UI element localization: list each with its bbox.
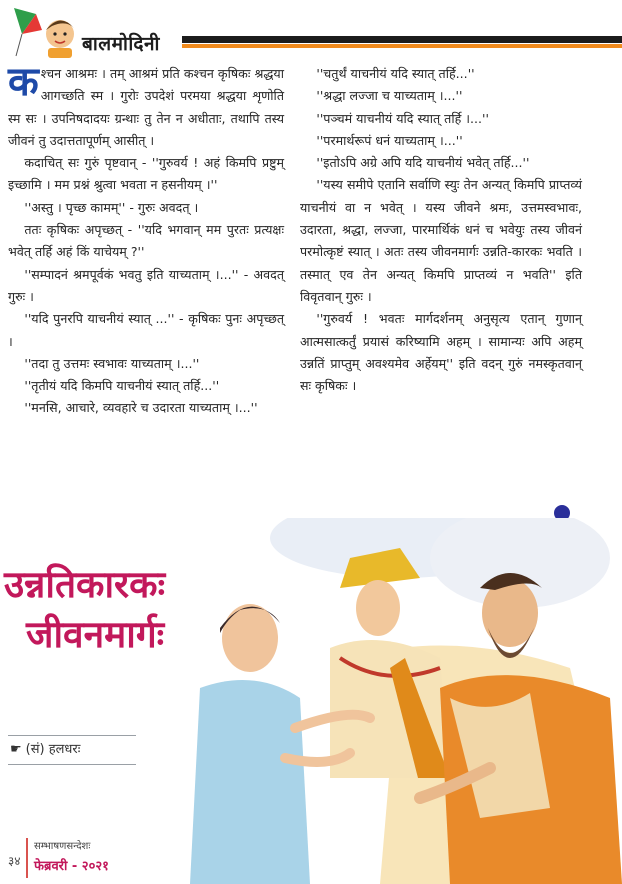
paragraph: कश्चन आश्रमः । तम् आश्रमं प्रति कश्चन कृषिकः श्रद्धया आगच्छति स्म । गुरोः उपदेशं परमया श्रद्धया शृणोति स्म सः । उपनिषदादयः ग्रन्थाः तु तेन न अधीताः, तथापि तस्य जीवनं तु उदात्ततापूर्णम् आसीत् । bbox=[8, 59, 284, 148]
paragraph: ''अस्तु । पृच्छ कामम्'' - गुरुः अवदत् । bbox=[24, 199, 199, 215]
paragraph: ''इतोऽपि अग्रे अपि यदि याचनीयं भवेत् तर्हि...'' bbox=[316, 155, 530, 171]
pointing-hand-icon: ☛ bbox=[10, 742, 22, 757]
header-rule-black bbox=[182, 36, 622, 43]
author-rule-top bbox=[8, 735, 136, 736]
paragraph: ''तदा तु उत्तमः स्वभावः याच्यताम् ।...'' bbox=[24, 355, 200, 371]
kids-logo-icon bbox=[8, 4, 80, 60]
title-line-2: जीवनमार्गः bbox=[26, 613, 165, 656]
magazine-name: सम्भाषणसन्देशः bbox=[34, 841, 91, 852]
author-name: (सं) हलधरः bbox=[25, 742, 81, 757]
paragraph: कदाचित् सः गुरुं पृष्टवान् - ''गुरुवर्य ! अहं किमपि प्रष्टुम् इच्छामि । मम प्रश्नं श्रुत्वा भवता न हसनीयम् ।'' bbox=[8, 155, 284, 193]
paragraph: ततः कृषिकः अपृच्छत् - ''यदि भगवान् मम पुरतः प्रत्यक्षः भवेत् तर्हि अहं किं याचेयम् ?'' bbox=[8, 222, 284, 260]
paragraph: ''यस्य समीपे एतानि सर्वाणि स्युः तेन अन्यत् किमपि प्राप्तव्यं याचनीयं वा न भवेत् । यस्य जीवने श्रमः, उत्तमस्वभावः, उदारता, श्रद्धा, लज्जा, पारमार्थिकं धनं च भवेयुः तस्य जीवनं परमोत्कृष्टं स्यात् । अतः तस्य जीवनमार्गः उन्नति-कारकः भवति । तस्मात् एव तेन अन्यत् किमपि प्राप्तव्यं न भवति'' इति विवृतवान् गुरुः । bbox=[300, 177, 582, 304]
author-rule-bottom bbox=[8, 764, 136, 765]
author-byline bbox=[10, 739, 80, 757]
right-text-column bbox=[300, 63, 582, 397]
header-rule-orange bbox=[182, 44, 622, 48]
page-header bbox=[0, 0, 622, 62]
paragraph: ''परमार्थरूपं धनं याच्यताम् ।...'' bbox=[316, 132, 463, 148]
paragraph: ''सम्पादनं श्रमपूर्वकं भवतु इति याच्यताम् ।...'' - अवदत् गुरुः । bbox=[8, 266, 284, 304]
paragraph: ''तृतीयं यदि किमपि याचनीयं स्यात् तर्हि...'' bbox=[24, 378, 220, 394]
paragraph: ''पञ्चमं याचनीयं यदि स्यात् तर्हि ।...'' bbox=[316, 110, 489, 126]
issue-date: फेब्रवरी - २०२१ bbox=[34, 859, 109, 874]
paragraph: ''चतुर्थं याचनीयं यदि स्यात् तर्हि...'' bbox=[316, 66, 475, 81]
left-text-column bbox=[8, 59, 284, 420]
title-line-1: उन्नतिकारकः bbox=[4, 563, 166, 606]
paragraph: ''यदि पुनरपि याचनीयं स्यात् ...'' - कृषिकः पुनः अपृच्छत् । bbox=[8, 311, 284, 349]
article-title bbox=[4, 560, 304, 660]
page-number: ३४ bbox=[8, 854, 21, 868]
paragraph: ''गुरुवर्य ! भवतः मार्गदर्शनम् अनुसृत्य एतान् गुणान् आत्मसात्कर्तुं प्रयासं करिष्यामि अहम् । सामान्यः अपि अहम् उन्नतिं प्राप्तुम् अवश्यमेव अर्हेयम्'' इति वदन् गुरुं नमस्कृतवान् सः कृषिकः । bbox=[300, 311, 582, 394]
paragraph: ''मनसि, आचारे, व्यवहारे च उदारता याच्यताम् ।...'' bbox=[24, 400, 258, 416]
paragraph: ''श्रद्धा लज्जा च याच्यताम् ।...'' bbox=[316, 88, 463, 104]
footer-divider bbox=[26, 838, 28, 878]
magazine-brand: बालमोदिनी bbox=[82, 33, 160, 55]
dropcap-letter: क bbox=[8, 59, 39, 105]
